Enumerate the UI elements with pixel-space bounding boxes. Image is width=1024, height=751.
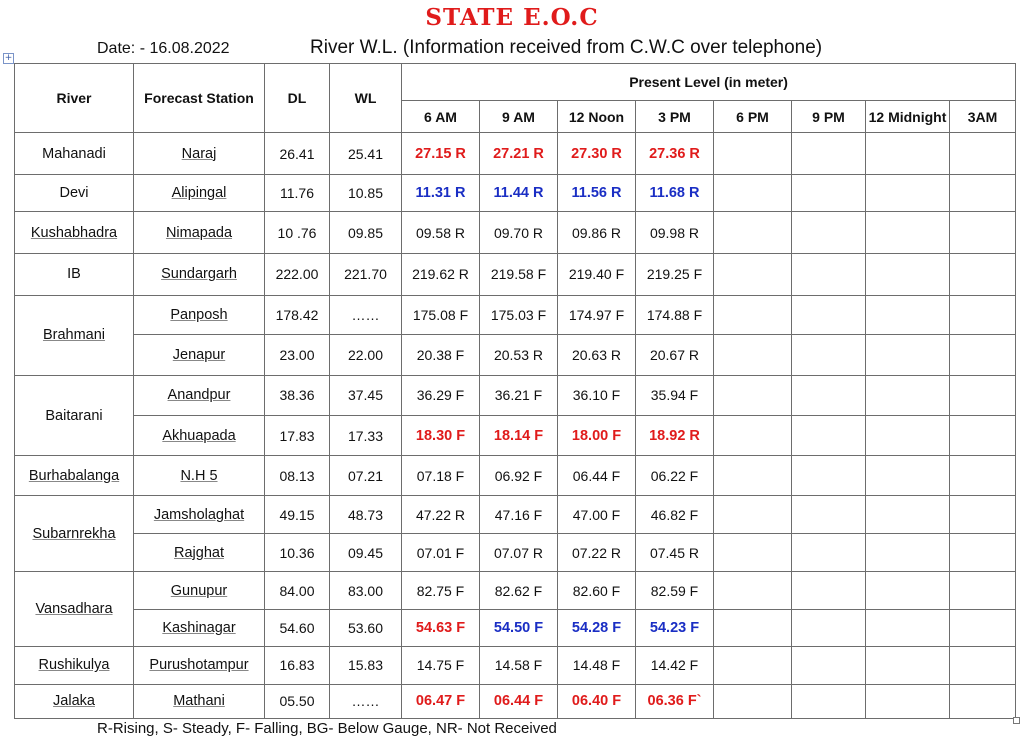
level-cell: 219.25 F bbox=[636, 253, 714, 295]
table-row bbox=[15, 375, 1016, 415]
river-name-cell: Mahanadi bbox=[15, 133, 134, 175]
table-row bbox=[15, 133, 1016, 175]
level-cell bbox=[714, 212, 792, 253]
level-cell: 06.22 F bbox=[636, 456, 714, 496]
level-cell: 174.97 F bbox=[558, 295, 636, 334]
river-name-cell: Jalaka bbox=[15, 684, 134, 718]
header-dl: DL bbox=[265, 64, 330, 133]
level-cell bbox=[714, 253, 792, 295]
level-cell: 09.58 R bbox=[402, 212, 480, 253]
dl-value-cell: 84.00 bbox=[265, 572, 330, 609]
wl-value-cell: 07.21 bbox=[330, 456, 402, 496]
station-name-cell: Naraj bbox=[134, 133, 265, 175]
river-name-cell: Burhabalanga bbox=[15, 456, 134, 496]
level-cell bbox=[866, 175, 950, 212]
station-name-cell: Nimapada bbox=[134, 212, 265, 253]
level-cell: 07.07 R bbox=[480, 534, 558, 572]
level-cell: 14.75 F bbox=[402, 646, 480, 684]
level-cell bbox=[866, 609, 950, 646]
header-time-3pm: 3 PM bbox=[636, 101, 714, 133]
level-cell: 11.56 R bbox=[558, 175, 636, 212]
river-name-cell: Baitarani bbox=[15, 375, 134, 455]
header-present-level: Present Level (in meter) bbox=[402, 64, 1016, 101]
level-cell bbox=[792, 609, 866, 646]
dl-value-cell: 38.36 bbox=[265, 375, 330, 415]
wl-value-cell: 15.83 bbox=[330, 646, 402, 684]
level-cell: 174.88 F bbox=[636, 295, 714, 334]
level-cell bbox=[792, 534, 866, 572]
level-cell bbox=[950, 684, 1016, 718]
wl-value-cell: 22.00 bbox=[330, 334, 402, 375]
table-row bbox=[15, 334, 1016, 375]
header-time-9am: 9 AM bbox=[480, 101, 558, 133]
page-title: STATE E.O.C bbox=[425, 4, 599, 31]
level-cell: 09.70 R bbox=[480, 212, 558, 253]
table-row bbox=[15, 496, 1016, 534]
level-cell: 07.45 R bbox=[636, 534, 714, 572]
table-resize-handle-icon[interactable] bbox=[1013, 717, 1020, 724]
header-time-3am: 3AM bbox=[950, 101, 1016, 133]
dl-value-cell: 10 .76 bbox=[265, 212, 330, 253]
level-cell: 27.30 R bbox=[558, 133, 636, 175]
level-cell: 07.18 F bbox=[402, 456, 480, 496]
dl-value-cell: 222.00 bbox=[265, 253, 330, 295]
level-cell bbox=[714, 609, 792, 646]
level-cell: 219.40 F bbox=[558, 253, 636, 295]
level-cell bbox=[866, 646, 950, 684]
level-cell: 07.22 R bbox=[558, 534, 636, 572]
station-name-cell: Jenapur bbox=[134, 334, 265, 375]
report-subtitle: River W.L. (Information received from C.W.C over telephone) bbox=[310, 37, 823, 58]
station-name-cell: Jamsholaghat bbox=[134, 496, 265, 534]
level-cell bbox=[792, 334, 866, 375]
level-cell bbox=[714, 416, 792, 456]
station-name-cell: Alipingal bbox=[134, 175, 265, 212]
level-cell: 20.38 F bbox=[402, 334, 480, 375]
wl-value-cell: 17.33 bbox=[330, 416, 402, 456]
station-name-cell: N.H 5 bbox=[134, 456, 265, 496]
level-cell bbox=[714, 133, 792, 175]
wl-value-cell: 09.45 bbox=[330, 534, 402, 572]
level-cell: 18.00 F bbox=[558, 416, 636, 456]
header-time-12noon: 12 Noon bbox=[558, 101, 636, 133]
level-cell bbox=[792, 416, 866, 456]
level-cell: 06.40 F bbox=[558, 684, 636, 718]
level-cell bbox=[866, 295, 950, 334]
table-body bbox=[15, 133, 1016, 719]
level-cell: 20.67 R bbox=[636, 334, 714, 375]
level-cell bbox=[714, 175, 792, 212]
level-cell bbox=[792, 375, 866, 415]
level-cell bbox=[950, 375, 1016, 415]
level-cell: 82.60 F bbox=[558, 572, 636, 609]
level-cell: 06.92 F bbox=[480, 456, 558, 496]
level-cell bbox=[866, 572, 950, 609]
report-date: Date: - 16.08.2022 bbox=[97, 40, 230, 57]
level-cell: 06.44 F bbox=[558, 456, 636, 496]
level-cell bbox=[950, 295, 1016, 334]
level-cell: 14.48 F bbox=[558, 646, 636, 684]
level-cell bbox=[792, 175, 866, 212]
level-cell bbox=[714, 334, 792, 375]
level-cell: 36.29 F bbox=[402, 375, 480, 415]
river-name-cell: Subarnrekha bbox=[15, 496, 134, 572]
level-cell bbox=[714, 496, 792, 534]
river-name-cell: Vansadhara bbox=[15, 572, 134, 646]
table-row bbox=[15, 534, 1016, 572]
level-cell: 54.63 F bbox=[402, 609, 480, 646]
level-cell bbox=[714, 572, 792, 609]
level-cell: 18.92 R bbox=[636, 416, 714, 456]
dl-value-cell: 54.60 bbox=[265, 609, 330, 646]
station-name-cell: Purushotampur bbox=[134, 646, 265, 684]
header-time-6am: 6 AM bbox=[402, 101, 480, 133]
level-cell bbox=[950, 133, 1016, 175]
level-cell: 06.36 F` bbox=[636, 684, 714, 718]
table-row bbox=[15, 684, 1016, 718]
table-row bbox=[15, 253, 1016, 295]
level-cell bbox=[714, 534, 792, 572]
level-cell: 54.23 F bbox=[636, 609, 714, 646]
level-cell: 07.01 F bbox=[402, 534, 480, 572]
level-cell: 11.44 R bbox=[480, 175, 558, 212]
table-move-handle-icon[interactable]: + bbox=[4, 53, 13, 63]
level-cell: 27.15 R bbox=[402, 133, 480, 175]
river-name-cell: Devi bbox=[15, 175, 134, 212]
level-cell: 36.10 F bbox=[558, 375, 636, 415]
station-name-cell: Mathani bbox=[134, 684, 265, 718]
level-cell: 35.94 F bbox=[636, 375, 714, 415]
level-cell bbox=[950, 496, 1016, 534]
station-name-cell: Akhuapada bbox=[134, 416, 265, 456]
level-cell bbox=[866, 253, 950, 295]
level-cell bbox=[950, 253, 1016, 295]
level-cell bbox=[950, 212, 1016, 253]
level-cell bbox=[792, 572, 866, 609]
dl-value-cell: 11.76 bbox=[265, 175, 330, 212]
level-cell: 47.00 F bbox=[558, 496, 636, 534]
table-row bbox=[15, 295, 1016, 334]
level-cell: 175.08 F bbox=[402, 295, 480, 334]
table-row bbox=[15, 212, 1016, 253]
level-cell bbox=[866, 496, 950, 534]
level-cell bbox=[866, 456, 950, 496]
level-cell: 82.59 F bbox=[636, 572, 714, 609]
level-cell bbox=[792, 212, 866, 253]
wl-value-cell: …… bbox=[330, 295, 402, 334]
river-name-cell: Kushabhadra bbox=[15, 212, 134, 253]
level-cell: 54.28 F bbox=[558, 609, 636, 646]
level-cell bbox=[792, 253, 866, 295]
legend-text: R-Rising, S- Steady, F- Falling, BG- Below Gauge, NR- Not Received bbox=[97, 720, 557, 737]
level-cell bbox=[714, 684, 792, 718]
level-cell: 36.21 F bbox=[480, 375, 558, 415]
station-name-cell: Panposh bbox=[134, 295, 265, 334]
level-cell bbox=[866, 212, 950, 253]
level-cell bbox=[866, 133, 950, 175]
dl-value-cell: 17.83 bbox=[265, 416, 330, 456]
table-row bbox=[15, 646, 1016, 684]
level-cell bbox=[792, 295, 866, 334]
level-cell bbox=[866, 334, 950, 375]
level-cell bbox=[950, 456, 1016, 496]
level-cell bbox=[866, 416, 950, 456]
station-name-cell: Kashinagar bbox=[134, 609, 265, 646]
wl-value-cell: 09.85 bbox=[330, 212, 402, 253]
river-name-cell: IB bbox=[15, 253, 134, 295]
wl-value-cell: 83.00 bbox=[330, 572, 402, 609]
dl-value-cell: 26.41 bbox=[265, 133, 330, 175]
station-name-cell: Rajghat bbox=[134, 534, 265, 572]
river-name-cell: Rushikulya bbox=[15, 646, 134, 684]
wl-value-cell: 53.60 bbox=[330, 609, 402, 646]
level-cell bbox=[950, 334, 1016, 375]
table-row bbox=[15, 609, 1016, 646]
dl-value-cell: 16.83 bbox=[265, 646, 330, 684]
table-row bbox=[15, 175, 1016, 212]
dl-value-cell: 08.13 bbox=[265, 456, 330, 496]
level-cell: 06.44 F bbox=[480, 684, 558, 718]
level-cell bbox=[714, 295, 792, 334]
level-cell bbox=[866, 684, 950, 718]
level-cell: 27.21 R bbox=[480, 133, 558, 175]
table-row bbox=[15, 416, 1016, 456]
level-cell: 14.42 F bbox=[636, 646, 714, 684]
level-cell bbox=[950, 572, 1016, 609]
station-name-cell: Gunupur bbox=[134, 572, 265, 609]
wl-value-cell: 48.73 bbox=[330, 496, 402, 534]
level-cell: 11.31 R bbox=[402, 175, 480, 212]
wl-value-cell: 37.45 bbox=[330, 375, 402, 415]
water-level-table bbox=[14, 63, 1016, 719]
dl-value-cell: 49.15 bbox=[265, 496, 330, 534]
dl-value-cell: 05.50 bbox=[265, 684, 330, 718]
header-river: River bbox=[15, 64, 134, 133]
level-cell: 46.82 F bbox=[636, 496, 714, 534]
level-cell: 47.16 F bbox=[480, 496, 558, 534]
table-row bbox=[15, 572, 1016, 609]
level-cell bbox=[950, 609, 1016, 646]
level-cell: 47.22 R bbox=[402, 496, 480, 534]
level-cell: 09.98 R bbox=[636, 212, 714, 253]
dl-value-cell: 178.42 bbox=[265, 295, 330, 334]
level-cell bbox=[950, 646, 1016, 684]
level-cell bbox=[950, 534, 1016, 572]
level-cell: 27.36 R bbox=[636, 133, 714, 175]
level-cell bbox=[792, 456, 866, 496]
level-cell: 20.53 R bbox=[480, 334, 558, 375]
header-forecast-station: Forecast Station bbox=[134, 64, 265, 133]
wl-value-cell: 25.41 bbox=[330, 133, 402, 175]
header-time-9pm: 9 PM bbox=[792, 101, 866, 133]
level-cell: 175.03 F bbox=[480, 295, 558, 334]
level-cell: 219.58 F bbox=[480, 253, 558, 295]
level-cell bbox=[792, 133, 866, 175]
header-time-6pm: 6 PM bbox=[714, 101, 792, 133]
station-name-cell: Sundargarh bbox=[134, 253, 265, 295]
river-name-cell: Brahmani bbox=[15, 295, 134, 375]
level-cell bbox=[714, 456, 792, 496]
table-row bbox=[15, 456, 1016, 496]
level-cell: 82.75 F bbox=[402, 572, 480, 609]
level-cell: 09.86 R bbox=[558, 212, 636, 253]
level-cell: 82.62 F bbox=[480, 572, 558, 609]
level-cell: 54.50 F bbox=[480, 609, 558, 646]
level-cell bbox=[792, 646, 866, 684]
level-cell: 14.58 F bbox=[480, 646, 558, 684]
header-time-12midnight: 12 Midnight bbox=[866, 101, 950, 133]
wl-value-cell: 221.70 bbox=[330, 253, 402, 295]
level-cell bbox=[714, 375, 792, 415]
level-cell bbox=[792, 684, 866, 718]
level-cell: 06.47 F bbox=[402, 684, 480, 718]
level-cell: 219.62 R bbox=[402, 253, 480, 295]
level-cell bbox=[950, 416, 1016, 456]
wl-value-cell: 10.85 bbox=[330, 175, 402, 212]
dl-value-cell: 10.36 bbox=[265, 534, 330, 572]
level-cell bbox=[866, 375, 950, 415]
level-cell: 18.30 F bbox=[402, 416, 480, 456]
level-cell: 20.63 R bbox=[558, 334, 636, 375]
header-wl: WL bbox=[330, 64, 402, 133]
level-cell bbox=[866, 534, 950, 572]
level-cell bbox=[792, 496, 866, 534]
wl-value-cell: …… bbox=[330, 684, 402, 718]
dl-value-cell: 23.00 bbox=[265, 334, 330, 375]
station-name-cell: Anandpur bbox=[134, 375, 265, 415]
level-cell bbox=[950, 175, 1016, 212]
level-cell bbox=[714, 646, 792, 684]
level-cell: 18.14 F bbox=[480, 416, 558, 456]
level-cell: 11.68 R bbox=[636, 175, 714, 212]
